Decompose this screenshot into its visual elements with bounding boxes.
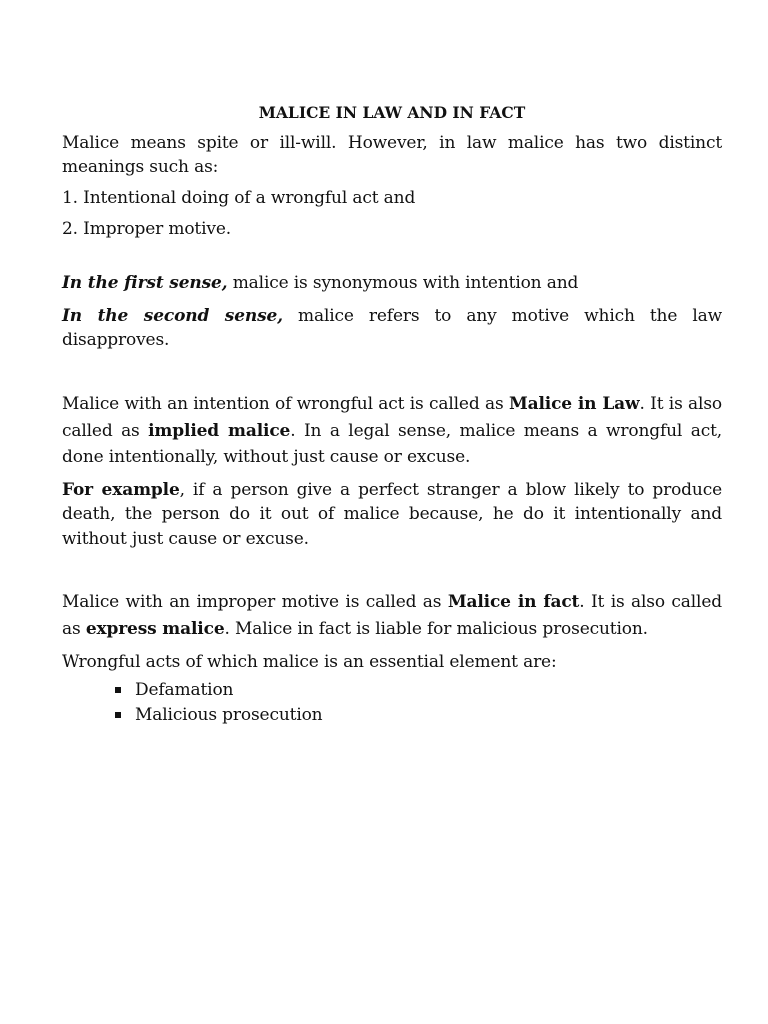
express-malice-term: express malice	[85, 619, 225, 639]
second-sense-text: malice refers to any motive which the law disapproves.	[62, 306, 722, 350]
malice-in-fact-paragraph	[62, 589, 722, 643]
first-sense-label: In the first sense,	[62, 273, 228, 293]
first-sense-text: malice is synonymous with intention and	[227, 273, 579, 293]
malice-in-law-term: Malice in Law	[508, 394, 640, 414]
example-label: For example	[62, 479, 180, 500]
list-item	[115, 703, 722, 728]
wrongful-acts-list	[62, 678, 722, 728]
page-title: MALICE IN LAW AND IN FACT	[258, 103, 526, 122]
bullet-icon	[115, 687, 121, 693]
bullet-icon	[115, 712, 121, 718]
list-item	[115, 678, 722, 703]
malice-in-law-text-b: . It is also called as	[62, 394, 722, 441]
meaning-item-1: 1. Intentional doing of a wrongful act and	[62, 188, 416, 208]
list-item-text: Defamation	[135, 680, 234, 700]
implied-malice-term: implied malice	[148, 420, 291, 441]
list-item-text: Malicious prosecution	[135, 705, 323, 725]
malice-in-fact-text-c: . Malice in fact is liable for malicious prosecution.	[224, 619, 648, 639]
malice-in-law-text-a: Malice with an intention of wrongful act is called as	[62, 394, 509, 414]
example-text: , if a person give a perfect stranger a blow likely to produce death, the person do it out of malice because, he do it intentionally and without just cause or excuse.	[62, 479, 722, 549]
second-sense-label: In the second sense,	[62, 306, 283, 326]
meaning-item-2: 2. Improper motive.	[62, 219, 232, 239]
list-intro: Wrongful acts of which malice is an essential element are:	[62, 652, 557, 672]
malice-in-law-paragraph	[62, 391, 722, 471]
malice-in-fact-term: Malice in fact	[447, 592, 580, 612]
intro-paragraph: Malice means spite or ill-will. However, in law malice has two distinct meanings such as:	[62, 133, 722, 177]
malice-in-fact-text-a: Malice with an improper motive is called as	[62, 592, 448, 612]
first-sense-paragraph	[62, 271, 722, 295]
document-page	[62, 101, 722, 728]
malice-in-law-text-c: . In a legal sense, malice means a wrongful act, done intentionally, without just cause or excuse.	[62, 420, 722, 467]
example-paragraph	[62, 478, 722, 552]
second-sense-paragraph	[62, 304, 722, 352]
malice-in-fact-text-b: . It is also called as	[62, 592, 722, 639]
